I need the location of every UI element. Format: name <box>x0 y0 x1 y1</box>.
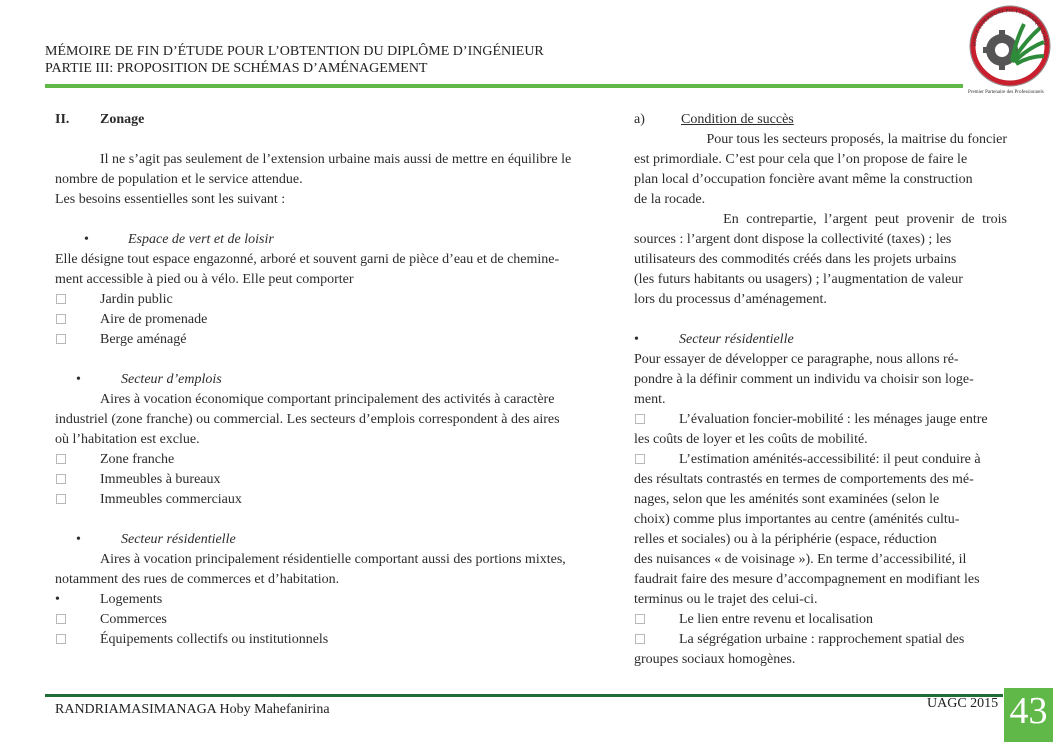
left-column <box>55 110 607 650</box>
list-item: Commerces <box>55 610 607 630</box>
list-item: Zone franche <box>55 450 607 470</box>
list-item: Équipements collectifs ou institutionnels <box>55 630 607 650</box>
list-item: Le lien entre revenu et localisation <box>634 610 1007 630</box>
list-item: Immeubles commerciaux <box>55 490 607 510</box>
list-item-cont: nages, selon que les aménités sont examinées (selon le <box>634 492 940 507</box>
bullet-heading <box>55 370 607 390</box>
bullet-glyph: • <box>76 372 81 387</box>
bullet-title: Secteur d’emplois <box>121 372 222 387</box>
intro-line: Il ne s’agit pas seulement de l’extension urbaine mais aussi de mettre en équilibre le <box>100 152 572 167</box>
checkbox-glyph <box>56 634 66 644</box>
header-line-2: PARTIE III: PROPOSITION DE SCHÉMAS D’AMÉNAGEMENT <box>45 61 428 76</box>
paragraph-line: ment. <box>634 392 666 407</box>
checkbox-glyph <box>56 474 66 484</box>
bullet-glyph: • <box>634 332 639 347</box>
bullet-title: Secteur résidentielle <box>121 532 236 547</box>
list-item: La ségrégation urbaine : rapprochement spatial des <box>634 630 1007 650</box>
paragraph-line: Pour essayer de développer ce paragraphe, nous allons ré- <box>634 352 959 367</box>
description-line: Aires à vocation principalement résidentielle comportant aussi des portions mixtes, <box>100 552 566 567</box>
subsection-heading <box>634 110 1007 130</box>
footer-author: RANDRIAMASIMANAGA Hoby Mahefanirina <box>55 702 330 717</box>
list-item-cont: relles et sociales) ou à la périphérie (espace, réduction <box>634 532 937 547</box>
description-line: Elle désigne tout espace engazonné, arboré et souvent garni de pièce d’eau et de chemine- <box>55 252 560 267</box>
description-line: où l’habitation est exclue. <box>55 432 200 447</box>
bullet-glyph: • <box>76 532 81 547</box>
list-item-cont: groupes sociaux homogènes. <box>634 652 796 667</box>
section-heading <box>55 110 607 130</box>
list-item: Jardin public <box>55 290 607 310</box>
checkbox-glyph <box>56 334 66 344</box>
header-line-1: MÉMOIRE DE FIN D’ÉTUDE POUR L’OBTENTION DU DIPLÔME D’INGÉNIEUR <box>45 44 544 59</box>
logo-arc-text: ECOLE SUPERIEURE POLYTECHNIQUE D'ANT <box>972 8 1048 47</box>
list-item-cont: des nuisances « de voisinage »). En terme d’accessibilité, il <box>634 552 967 567</box>
bullet-heading <box>55 530 607 550</box>
checkbox-glyph <box>635 614 645 624</box>
paragraph-foncier: Pour tous les secteurs proposés, la maitrise du foncier est primordiale. C’est pour cela que l’on propose de faire le plan local d’occupation foncière avant même la construction de la rocade. <box>634 132 1007 207</box>
list-item-cont: des résultats contrastés en termes de comportements des mé- <box>634 472 974 487</box>
footer-org: UAGC 2015 <box>927 696 999 711</box>
bullet-title: Espace de vert et de loisir <box>128 232 274 247</box>
checkbox-glyph <box>635 414 645 424</box>
checkbox-glyph <box>56 294 66 304</box>
bullet-title: Secteur résidentielle <box>679 332 794 347</box>
section-number: II. <box>55 112 70 127</box>
checkbox-glyph <box>635 454 645 464</box>
checkbox-glyph <box>56 614 66 624</box>
bullet-heading <box>634 330 1007 350</box>
footer-rule <box>45 694 1003 697</box>
list-item: L’évaluation foncier-mobilité : les ménages jauge entre <box>634 410 1007 430</box>
intro-line: nombre de population et le service attendue. <box>55 172 303 187</box>
checkbox-glyph <box>56 314 66 324</box>
list-item-cont: faudrait faire des mesure d’accompagnement en modifiant les <box>634 572 980 587</box>
paragraph-financement: En contrepartie, l’argent peut provenir de trois sources : l’argent dont dispose la collectivité (taxes) ; les utilisateurs des commodités créés dans les projets urbains (les futurs habitants ou usagers) ; l’augmentation de valeur lors du processus d’aménagement. <box>634 212 1007 307</box>
page-header <box>45 43 544 77</box>
bullet-glyph: • <box>55 592 60 607</box>
list-item: Immeubles à bureaux <box>55 470 607 490</box>
right-column <box>634 110 1007 670</box>
intro-line: Les besoins essentielles sont les suivant : <box>55 192 286 207</box>
list-item: • Logements <box>55 590 607 610</box>
page-number: 43 <box>1004 688 1053 742</box>
school-logo <box>966 2 1053 97</box>
paragraph-line: pondre à la définir comment un individu va choisir son loge- <box>634 372 974 387</box>
checkbox-glyph <box>56 494 66 504</box>
list-item-cont: les coûts de loyer et les coûts de mobilité. <box>634 432 868 447</box>
list-item-cont: choix) comme plus importantes au centre (aménités cultu- <box>634 512 960 527</box>
checkbox-glyph <box>56 454 66 464</box>
bullet-heading <box>55 230 607 250</box>
checkbox-glyph <box>635 634 645 644</box>
subsection-label: a) <box>634 112 645 127</box>
description-line: ment accessible à pied ou à vélo. Elle peut comporter <box>55 272 354 287</box>
subsection-title: Condition de succès <box>681 112 794 127</box>
list-item: Aire de promenade <box>55 310 607 330</box>
list-item: Berge aménagé <box>55 330 607 350</box>
header-rule <box>45 84 963 88</box>
bullet-glyph: • <box>84 232 89 247</box>
list-item: L’estimation aménités-accessibilité: il peut conduire à <box>634 450 1007 470</box>
section-title: Zonage <box>100 112 145 127</box>
list-item-cont: terminus ou le trajet des celui-ci. <box>634 592 818 607</box>
description-line: industriel (zone franche) ou commercial. Les secteurs d’emplois correspondent à des aires <box>55 412 560 427</box>
logo-tagline: Premier Partenaire des Professionnels <box>968 90 1044 95</box>
description-line: Aires à vocation économique comportant principalement des activités à caractère <box>100 392 555 407</box>
description-line: notamment des rues de commerces et d’habitation. <box>55 572 340 587</box>
